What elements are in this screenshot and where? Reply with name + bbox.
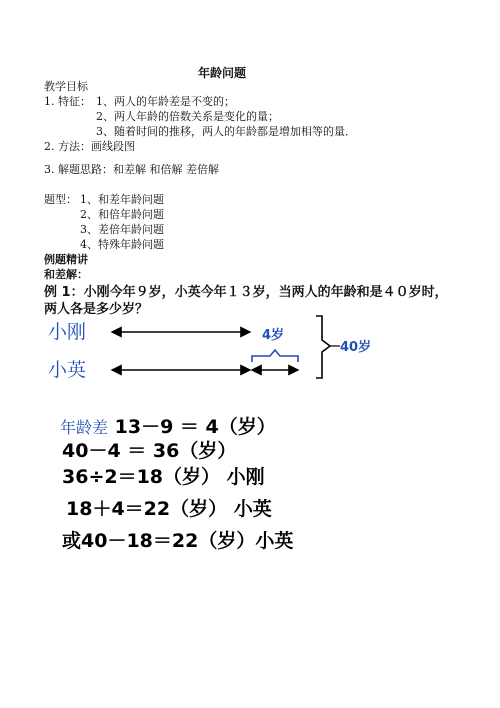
label-xiaogang: 小刚 — [48, 321, 87, 343]
feature-item-1: 1、两人的年龄差是不变的； — [96, 95, 235, 108]
difference-brace — [252, 350, 298, 362]
type-item-2: 2、和倍年龄问题 — [80, 208, 164, 221]
solution-line-5: 或40－18＝22（岁）小英 — [62, 530, 294, 552]
age-difference-label: 年龄差 — [60, 418, 109, 437]
feature-item-2: 2、两人年龄的倍数关系是变化的量； — [96, 110, 279, 123]
solution-line-1 — [60, 412, 276, 439]
label-xiaoying: 小英 — [48, 359, 87, 381]
solution-line-2: 40－4 ＝ 36（岁） — [62, 440, 237, 462]
types-label: 题型： — [44, 193, 77, 206]
feature-item-3: 3、随着时间的推移，两人的年龄都是增加相等的量． — [96, 125, 356, 138]
method-line: 2. 方法：画线段图 — [44, 140, 135, 153]
type-item-3: 3、差倍年龄问题 — [80, 223, 164, 236]
label-diff: 4岁 — [262, 328, 285, 343]
sum-diff-heading: 和差解： — [44, 268, 88, 281]
example-line-1: 例 1：小刚今年９岁，小英今年１３岁，当两人的年龄和是４０岁时， — [44, 285, 448, 300]
teaching-goals-heading: 教学目标 — [44, 80, 88, 93]
example-line-2: 两人各是多少岁？ — [44, 302, 149, 317]
features-label: 1. 特征： — [44, 95, 91, 108]
solution-line-3: 36÷2＝18（岁） 小刚 — [62, 466, 265, 488]
age-difference-expression: 13－9 ＝ 4（岁） — [114, 416, 276, 438]
total-brace — [316, 316, 330, 378]
explanation-heading: 例题精讲 — [44, 253, 88, 266]
type-item-1: 1、和差年龄问题 — [80, 193, 164, 206]
approach-line: 3. 解题思路：和差解 和倍解 差倍解 — [44, 163, 219, 176]
solution-line-4: 18＋4＝22（岁） 小英 — [66, 498, 272, 520]
type-item-4: 4、特殊年龄问题 — [80, 238, 164, 251]
page-title: 年龄问题 — [198, 66, 247, 80]
label-total: 40岁 — [340, 340, 372, 355]
